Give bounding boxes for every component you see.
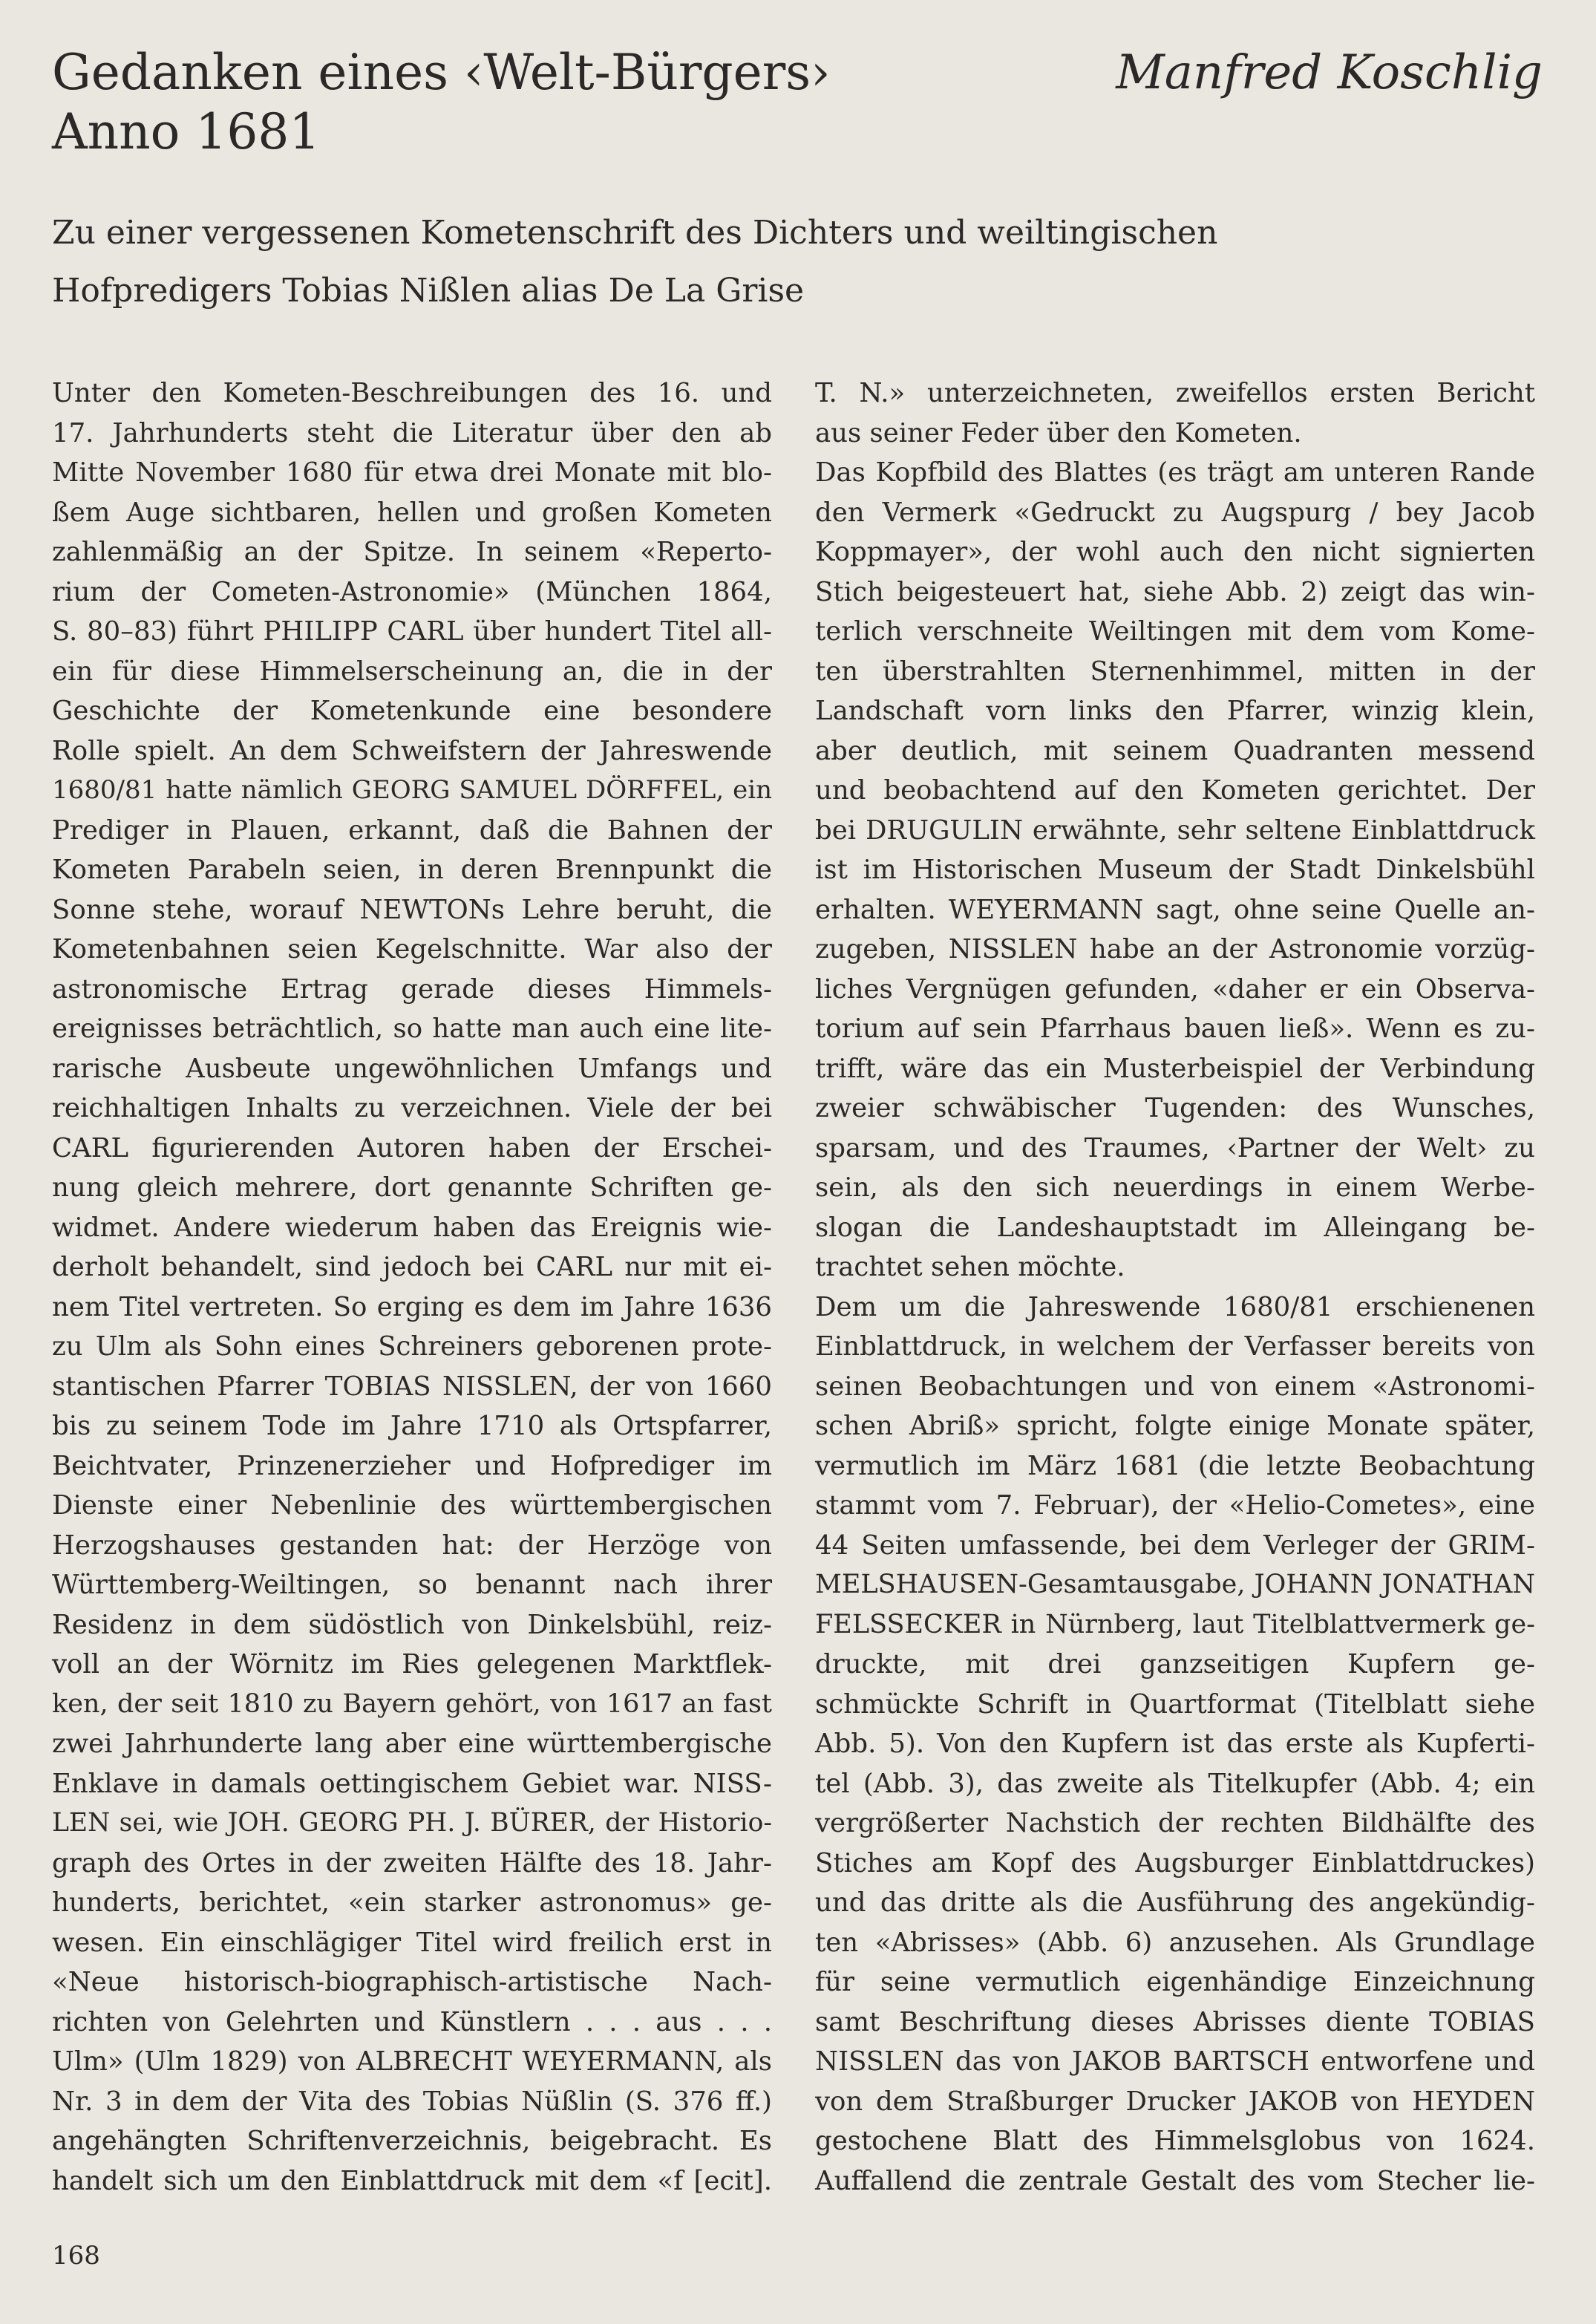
text-line: slogan die Landeshauptstadt im Alleingang be- (815, 1212, 1535, 1243)
text-line: richten von Gelehrten und Künstlern . . . aus . . . (52, 2006, 772, 2037)
text-line: Sonne stehe, worauf NEWTONs Lehre beruht, die (52, 894, 772, 925)
text-line: sein, als den sich neuerdings in einem Werbe- (815, 1172, 1535, 1203)
text-line: Dienste einer Nebenlinie des württembergischen (52, 1490, 772, 1521)
right-text-column (815, 373, 1535, 2201)
text-line: stantischen Pfarrer TOBIAS NISSLEN, der von 1660 (52, 1371, 772, 1402)
text-line: Prediger in Plauen, erkannt, daß die Bahnen der (52, 815, 772, 846)
text-line: Stiches am Kopf des Augsburger Einblattdruckes) (815, 1847, 1535, 1879)
text-line: den Vermerk «Gedruckt zu Augspurg / bey Jacob (815, 497, 1535, 528)
text-line: hunderts, berichtet, «ein starker astronomus» ge- (52, 1887, 772, 1918)
text-line: torium auf sein Pfarrhaus bauen ließ». Wenn es zu- (815, 1014, 1535, 1044)
article-title (52, 43, 831, 162)
text-line: Kometen Parabeln seien, in deren Brennpunkt die (52, 855, 772, 885)
text-line: Nr. 3 in dem der Vita des Tobias Nüßlin (S. 376 ff.) (52, 2086, 772, 2117)
text-line: tel (Abb. 3), das zweite als Titelkupfer (Abb. 4; ein (815, 1768, 1535, 1799)
text-line: handelt sich um den Einblattdruck mit dem «f [ecit]. (52, 2165, 772, 2196)
text-line: wesen. Ein einschlägiger Titel wird freilich erst in (52, 1927, 772, 1958)
text-line: Landschaft vorn links den Pfarrer, winzig klein, (815, 696, 1535, 726)
text-line: nung gleich mehrere, dort genannte Schriften ge- (52, 1172, 772, 1203)
text-line: Residenz in dem südöstlich von Dinkelsbühl, reiz- (52, 1609, 772, 1640)
text-line: druckte, mit drei ganzseitigen Kupfern ge- (815, 1649, 1535, 1680)
text-line: zu Ulm als Sohn eines Schreiners geborenen prote- (52, 1331, 772, 1362)
subtitle-line: Hofpredigers Tobias Nißlen alias De La Grise (52, 272, 805, 310)
text-line: NISSLEN das von JAKOB BARTSCH entworfene und (815, 2046, 1535, 2077)
text-line: ken, der seit 1810 zu Bayern gehört, von 1617 an fast (52, 1688, 772, 1719)
text-line: ein für diese Himmelserscheinung an, die in der (52, 656, 772, 687)
text-line: derholt behandelt, sind jedoch bei CARL nur mit ei- (52, 1252, 772, 1282)
text-line: bei DRUGULIN erwähnte, sehr seltene Einblattdruck (815, 815, 1535, 846)
text-line: zwei Jahrhunderte lang aber eine württembergische (52, 1729, 772, 1759)
text-line: trachtet sehen möchte. (815, 1252, 1125, 1282)
text-line: Württemberg-Weiltingen, so benannt nach ihrer (52, 1570, 772, 1600)
text-line: reichhaltigen Inhalts zu verzeichnen. Viele der bei (52, 1093, 772, 1123)
text-line: stammt vom 7. Februar), der «Helio-Cometes», eine (815, 1490, 1535, 1521)
text-line: ist im Historischen Museum der Stadt Dinkelsbühl (815, 855, 1535, 885)
text-line: Unter den Kometen-Beschreibungen des 16. und (52, 378, 772, 408)
page-number: 168 (52, 2241, 100, 2271)
article-subtitle (52, 204, 1217, 320)
text-line: graph des Ortes in der zweiten Hälfte des 18. Jahr- (52, 1847, 772, 1879)
text-line: schmückte Schrift in Quartformat (Titelblatt siehe (815, 1688, 1535, 1720)
text-line: astronomische Ertrag gerade dieses Himmels- (52, 973, 772, 1005)
text-line: Herzogshauses gestanden hat: der Herzöge von (52, 1530, 772, 1561)
author-name: Manfred Koschlig (1116, 45, 1543, 100)
text-line: bis zu seinem Tode im Jahre 1710 als Ortspfarrer, (52, 1411, 772, 1441)
text-line: LEN sei, wie JOH. GEORG PH. J. BÜRER, der Historio- (52, 1808, 772, 1838)
text-line: S. 80–83) führt PHILIPP CARL über hundert Titel all- (52, 616, 772, 647)
text-line: liches Vergnügen gefunden, «daher er ein Observa- (815, 973, 1535, 1005)
text-line: vergrößerter Nachstich der rechten Bildhälfte des (815, 1808, 1535, 1838)
text-line: Das Kopfbild des Blattes (es trägt am unteren Rande (815, 457, 1535, 488)
text-line: zweier schwäbischer Tugenden: des Wunsches, (815, 1093, 1535, 1123)
text-line: ten «Abrisses» (Abb. 6) anzusehen. Als Grundlage (815, 1927, 1535, 1958)
text-line: zahlenmäßig an der Spitze. In seinem «Reperto- (52, 537, 772, 567)
text-line: nem Titel vertreten. So erging es dem im Jahre 1636 (52, 1291, 772, 1322)
text-line: Auffallend die zentrale Gestalt des vom Stecher lie- (815, 2165, 1535, 2196)
text-line: Geschichte der Kometenkunde eine besondere (52, 696, 772, 726)
text-line: trifft, wäre das ein Musterbeispiel der Verbindung (815, 1053, 1535, 1084)
text-line: Rolle spielt. An dem Schweifstern der Jahreswende (52, 735, 772, 766)
text-line: voll an der Wörnitz im Ries gelegenen Marktflek- (52, 1649, 772, 1680)
text-line: Ulm» (Ulm 1829) von ALBRECHT WEYERMANN, als (52, 2046, 772, 2077)
text-line: Einblattdruck, in welchem der Verfasser bereits von (815, 1331, 1535, 1362)
text-line: Kometenbahnen seien Kegelschnitte. War also der (52, 934, 772, 964)
text-line: und das dritte als die Ausführung des angekündig- (815, 1887, 1535, 1918)
text-line: aber deutlich, mit seinem Quadranten messend (815, 735, 1535, 766)
text-line: ereignisses beträchtlich, so hatte man auch eine lite- (52, 1014, 772, 1044)
left-text-column (52, 373, 772, 2201)
text-line: CARL figurierenden Autoren haben der Erschei- (52, 1132, 772, 1163)
text-line: terlich verschneite Weiltingen mit dem vom Kome- (815, 616, 1535, 647)
text-line: Koppmayer», der wohl auch den nicht signierten (815, 537, 1535, 567)
text-line: schen Abriß» spricht, folgte einige Monate später, (815, 1411, 1535, 1441)
text-line: Mitte November 1680 für etwa drei Monate mit blo- (52, 457, 772, 488)
text-line: zugeben, NISSLEN habe an der Astronomie vorzüg- (815, 934, 1535, 964)
subtitle-line: Zu einer vergessenen Kometenschrift des Dichters und weiltingischen (52, 214, 1218, 252)
text-line: samt Beschriftung dieses Abrisses diente TOBIAS (815, 2006, 1535, 2037)
text-line: «Neue historisch-biographisch-artistische Nach- (52, 1967, 772, 1997)
text-line: Abb. 5). Von den Kupfern ist das erste als Kupferti- (815, 1729, 1535, 1759)
text-line: Beichtvater, Prinzenerzieher und Hofprediger im (52, 1450, 772, 1481)
text-line: und beobachtend auf den Kometen gerichtet. Der (815, 775, 1535, 806)
title-line: Gedanken eines ‹Welt-Bürgers› (52, 44, 831, 101)
text-line: Enklave in damals oettingischem Gebiet war. NISS- (52, 1768, 772, 1799)
text-line: sparsam, und des Traumes, ‹Partner der Welt› zu (815, 1132, 1535, 1163)
text-line: rium der Cometen-Astronomie» (München 1864, (52, 576, 772, 607)
text-line: FELSSECKER in Nürnberg, laut Titelblattvermerk ge- (815, 1609, 1535, 1639)
text-line: widmet. Andere wiederum haben das Ereignis wie- (52, 1212, 772, 1243)
title-line: Anno 1681 (52, 103, 321, 160)
text-line: T. N.» unterzeichneten, zweifellos ersten Bericht (815, 378, 1535, 408)
text-line: 17. Jahrhunderts steht die Literatur über den ab (52, 417, 772, 448)
text-line: ßem Auge sichtbaren, hellen und großen Kometen (52, 497, 772, 528)
text-line: rarische Ausbeute ungewöhnlichen Umfangs und (52, 1053, 772, 1084)
text-line: Stich beigesteuert hat, siehe Abb. 2) zeigt das win- (815, 576, 1535, 607)
text-line: MELSHAUSEN-Gesamtausgabe, JOHANN JONATHAN (815, 1570, 1535, 1599)
text-line: aus seiner Feder über den Kometen. (815, 417, 1302, 448)
text-line: erhalten. WEYERMANN sagt, ohne seine Quelle an- (815, 894, 1535, 925)
text-line: vermutlich im März 1681 (die letzte Beobachtung (815, 1450, 1535, 1481)
text-line: 1680/81 hatte nämlich GEORG SAMUEL DÖRFFEL, ein (52, 775, 772, 805)
text-line: ten überstrahlten Sternenhimmel, mitten in der (815, 656, 1535, 687)
text-line: seinen Beobachtungen und von einem «Astronomi- (815, 1371, 1535, 1402)
text-line: von dem Straßburger Drucker JAKOB von HEYDEN (815, 2086, 1535, 2117)
text-line: für seine vermutlich eigenhändige Einzeichnung (815, 1967, 1535, 1997)
text-line: angehängten Schriftenverzeichnis, beigebracht. Es (52, 2126, 772, 2156)
text-line: gestochene Blatt des Himmelsglobus von 1624. (815, 2126, 1535, 2156)
text-line: 44 Seiten umfassende, bei dem Verleger der GRIM- (815, 1530, 1535, 1561)
text-line: Dem um die Jahreswende 1680/81 erschienenen (815, 1291, 1535, 1322)
